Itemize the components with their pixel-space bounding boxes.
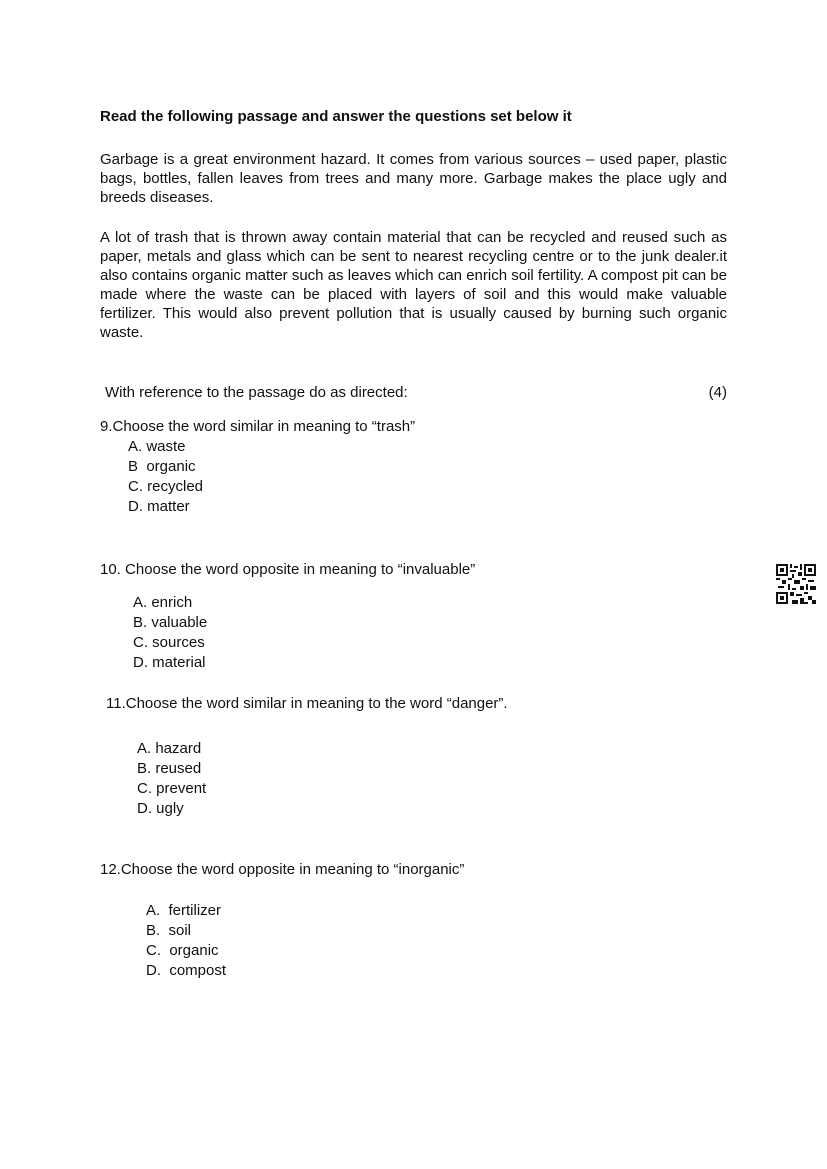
question-12-options (146, 901, 226, 981)
marks-label: (4) (708, 384, 727, 401)
option-a: A. waste (128, 438, 186, 455)
option-d: D. material (133, 654, 206, 671)
option-a: A. hazard (137, 740, 202, 757)
option-d: D. ugly (137, 800, 184, 817)
passage-paragraph-1: Garbage is a great environment hazard. It comes from various sources – used paper, plastic bags, bottles, fallen leaves from trees and many more. Garbage makes the place ugly and breeds diseases. (100, 151, 727, 206)
option-a: A. fertilizer (146, 902, 222, 919)
option-b: B organic (128, 458, 196, 475)
question-9-options (128, 437, 203, 517)
option-b: B. reused (137, 760, 202, 777)
instruction-text: With reference to the passage do as directed: (105, 384, 408, 401)
question-9: 9.Choose the word similar in meaning to “trash” (100, 418, 416, 435)
option-c: C. sources (133, 634, 205, 651)
qr-code-icon (776, 564, 816, 604)
option-c: C. recycled (128, 478, 204, 495)
instruction-line (105, 384, 727, 401)
section-heading: Read the following passage and answer the questions set below it (100, 108, 572, 125)
question-11-options (137, 739, 206, 819)
question-10: 10. Choose the word opposite in meaning to “invaluable” (100, 561, 476, 578)
option-c: C. prevent (137, 780, 207, 797)
option-b: B. valuable (133, 614, 208, 631)
option-d: D. matter (128, 498, 190, 515)
question-11: 11.Choose the word similar in meaning to the word “danger”. (106, 695, 508, 712)
option-d: D. compost (146, 962, 227, 979)
option-a: A. enrich (133, 594, 193, 611)
option-b: B. soil (146, 922, 192, 939)
passage-paragraph-2: A lot of trash that is thrown away contain material that can be recycled and reused such as paper, metals and glass which can be sent to nearest recycling centre or to the junk dealer.it also contains organic matter such as leaves which can enrich soil fertility. A compost pit can be made where the waste can be placed with layers of soil and this would make valuable fertilizer. This would also prevent pollution that is usually caused by burning such organic waste. (100, 229, 727, 341)
question-12: 12.Choose the word opposite in meaning to “inorganic” (100, 861, 465, 878)
question-10-options (133, 593, 207, 673)
option-c: C. organic (146, 942, 219, 959)
